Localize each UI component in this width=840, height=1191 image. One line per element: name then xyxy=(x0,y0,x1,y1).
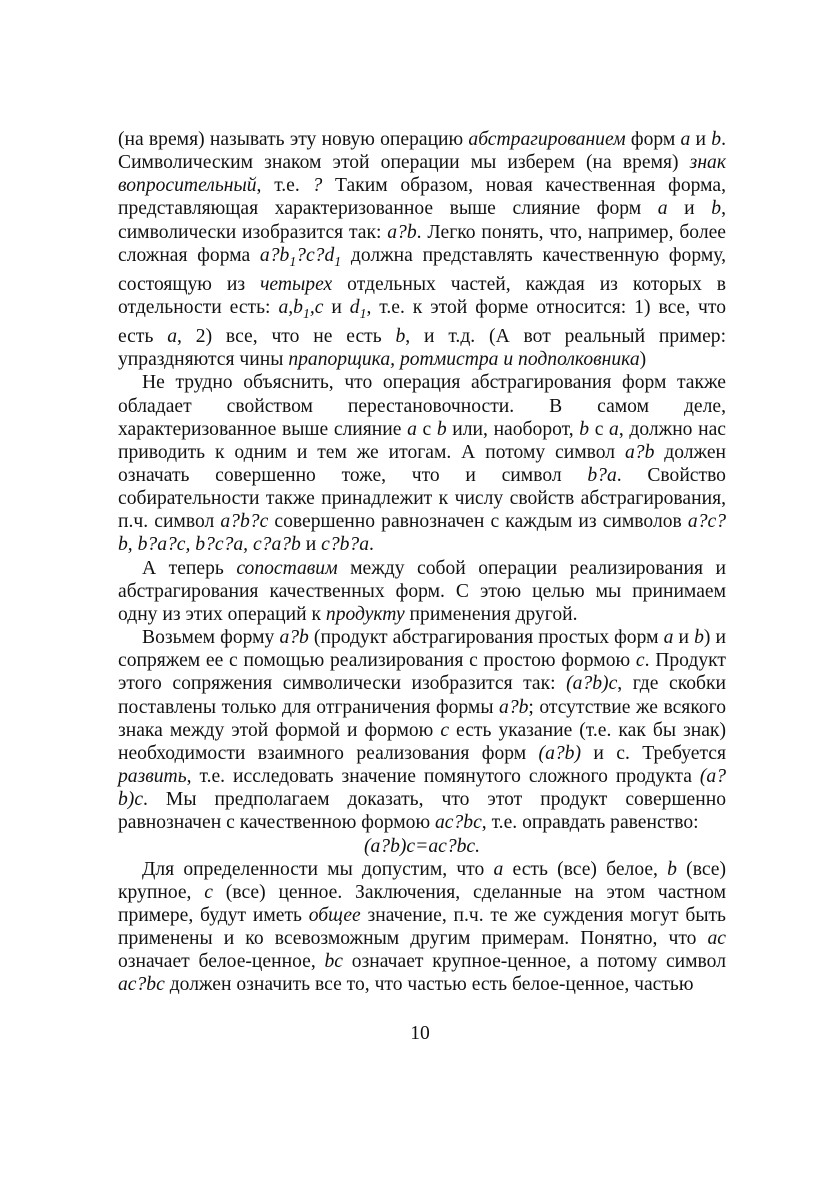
italic-run: b xyxy=(667,858,677,880)
italic-run: а xyxy=(609,418,619,440)
text-run: и xyxy=(667,198,712,220)
text-run: . Продукт этого сопряжения символически изобразится так: xyxy=(118,650,726,695)
italic-run: a?b xyxy=(259,244,290,266)
text-run: Не трудно объяснить, что операция абстрагирования форм также обладает свойством перестановочности. В самом деле, характеризованное выше слияние xyxy=(118,372,726,440)
text-run: , т.е. исследовать значение помянутого сложного продукта xyxy=(186,766,700,788)
text-run: с xyxy=(416,418,437,440)
text-run: , и т.д. (А вот реальный пример: упраздняются чины xyxy=(118,326,727,371)
paragraph-3 xyxy=(118,557,726,626)
italic-run: ?c?d xyxy=(296,244,335,266)
text-run: совершенно равнозначен с каждым из символов xyxy=(268,511,688,533)
italic-run: a?c?b, b?a?c, b?c?a, c?a?b xyxy=(118,511,726,556)
italic-run: b xyxy=(436,418,447,440)
text-run: , должно нас приводить к одним и тем же итогам. А потому символ xyxy=(118,418,726,463)
italic-run: a,b xyxy=(278,297,303,318)
italic-run: абстрагированием xyxy=(468,129,626,150)
italic-run: a?b xyxy=(387,221,417,243)
subscript: 1 xyxy=(359,305,367,321)
text-run: и xyxy=(323,297,350,318)
text-run: значение, п.ч. те же суждения могут быть применены и ко всевозможным другим примерам. Понятно, что xyxy=(118,904,726,950)
equation xyxy=(118,835,726,858)
text-run: форм xyxy=(625,129,681,150)
italic-run: (a?b)c xyxy=(566,673,618,695)
text-run: с xyxy=(589,418,610,440)
italic-run: а xyxy=(493,858,504,880)
text-run: между собой операции реализирования и абстрагирования качественных форм. С этою целью мы принимаем одну из этих операций к xyxy=(118,557,726,625)
italic-run: b xyxy=(395,326,406,348)
text-run: и xyxy=(690,129,712,150)
italic-run: a?b xyxy=(624,441,655,463)
subscript: 1 xyxy=(302,305,310,321)
text-run: и xyxy=(300,534,322,556)
text-run: Таким образом, новая качественная форма, представляющая характеризованное выше слияние форм xyxy=(118,175,726,220)
italic-run: (a?b)c=ac?bc. xyxy=(363,835,481,857)
italic-run: а xyxy=(407,418,417,440)
italic-run: bc xyxy=(324,951,343,973)
text-run: , 2) все, что не есть xyxy=(177,326,396,348)
text-run: . Символическим знаком этой операции мы изберем (на время) xyxy=(118,129,726,174)
text-run: должен означить все то, что частью есть белое-ценное, частью xyxy=(164,974,694,996)
subscript: 1 xyxy=(334,253,342,269)
subscript: 1 xyxy=(289,253,297,269)
italic-run: b?a xyxy=(587,465,617,486)
paragraph-4 xyxy=(118,626,726,834)
text-run: есть указание (т.е. как бы знак) необходимости взаимного реализования форм xyxy=(118,719,726,764)
italic-run: a?b?c xyxy=(220,511,269,533)
italic-run: ac?bc xyxy=(118,974,165,996)
paragraph-2 xyxy=(118,371,726,556)
italic-run: a?b xyxy=(499,696,529,718)
text-run: Для определенности мы допустим, что xyxy=(142,858,494,880)
italic-run: прапорщика, ротмистра и подполковника xyxy=(288,349,640,371)
text-run: должен означать совершенно тоже, что и символ xyxy=(118,441,727,486)
text-run: или, наоборот, xyxy=(446,418,580,440)
text-run: означает крупное-ценное, а потому символ xyxy=(342,951,726,973)
text-run: ; отсутствие же всякого знака между этой формой и формою xyxy=(118,696,726,741)
text-run: (на время) называть эту новую операцию xyxy=(118,129,469,150)
italic-run: d xyxy=(349,297,360,318)
italic-run: a?b xyxy=(279,627,309,649)
italic-run: с xyxy=(635,650,645,672)
text-run: . Свойство собирательности также принадлежит к числу свойств абстрагирования, п.ч. символ xyxy=(118,465,726,533)
text-run: отдельных частей, каждая из которых в отдельности есть: xyxy=(118,273,726,318)
text-run: (все) крупное, xyxy=(118,858,727,903)
text-run: и xyxy=(673,627,695,649)
italic-run: общее xyxy=(308,904,361,926)
italic-run: с xyxy=(440,719,450,741)
text-run: , символически изобразится так: xyxy=(118,198,726,243)
text-run: (продукт абстрагирования простых форм xyxy=(308,627,664,649)
italic-run: а xyxy=(167,326,178,348)
italic-run: а xyxy=(663,627,674,649)
text-run: должна представлять качественную форму, состоящую из xyxy=(118,244,726,295)
text-run: . xyxy=(369,534,374,556)
text-run: . Легко понять, что, например, более сложная форма xyxy=(118,221,726,266)
text-run: А теперь xyxy=(142,557,237,579)
text-run: , где скобки поставлены только для отграничения формы xyxy=(118,673,726,718)
page-body xyxy=(118,128,726,997)
italic-run: ac?bc xyxy=(435,812,482,834)
text-run: . Мы предполагаем доказать, что этот продукт совершенно равнозначен с качественною формою xyxy=(118,789,726,834)
paragraph-1 xyxy=(118,128,726,371)
italic-run: b xyxy=(579,418,590,440)
italic-run: а xyxy=(680,129,691,150)
italic-run: с xyxy=(204,881,213,903)
text-run: ) и сопряжем ее с помощью реализирования с простою формою xyxy=(118,627,726,672)
italic-run: c?b?a xyxy=(321,534,370,556)
text-run: , т.е. оправдать равенство: xyxy=(481,812,699,834)
italic-run: сопоставим xyxy=(236,557,338,579)
italic-run: ,c xyxy=(309,297,324,318)
text-run: и с. Требуется xyxy=(581,742,726,764)
text-run: означает белое-ценное, xyxy=(118,951,325,973)
italic-run: b xyxy=(694,627,704,649)
text-run: (все) ценное. Заключения, сделанные на этом частном примере, будут иметь xyxy=(118,881,726,926)
text-run: , т.е. к этой форме относится: 1) все, что есть xyxy=(118,297,727,348)
italic-run: b xyxy=(711,129,722,150)
italic-run: а xyxy=(657,198,668,220)
italic-run: четырех xyxy=(260,273,333,295)
text-run: применения другой. xyxy=(404,603,578,625)
text-run: , т.е. xyxy=(256,175,313,197)
text-run: Возьмем форму xyxy=(142,627,280,649)
paragraph-5 xyxy=(118,858,726,997)
italic-run: развить xyxy=(118,766,187,788)
italic-run: ac xyxy=(707,928,726,950)
italic-run: b xyxy=(711,198,722,220)
italic-run: ? xyxy=(312,175,323,197)
italic-run: (a?b) xyxy=(538,742,581,764)
italic-run: знак вопросительный xyxy=(118,152,726,197)
text-run: ) xyxy=(639,349,647,371)
page-number: 10 xyxy=(410,1023,430,1044)
text-run: есть (все) белое, xyxy=(503,858,668,880)
italic-run: продукту xyxy=(325,603,405,625)
italic-run: (a?b)c xyxy=(118,766,726,811)
